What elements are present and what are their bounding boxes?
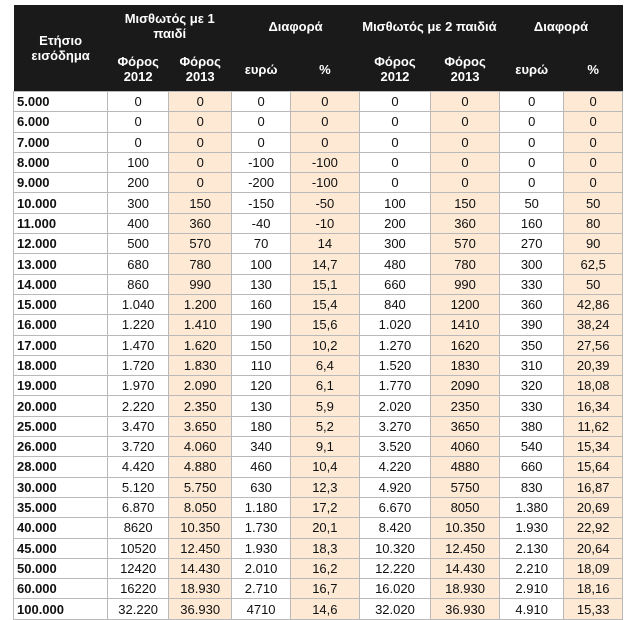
diff-pct-1child-cell: 12,3 bbox=[290, 477, 359, 497]
header-tax-2013-2children: Φόρος 2013 bbox=[431, 47, 500, 92]
tax-2013-1child-cell: 3.650 bbox=[169, 416, 232, 436]
income-cell: 26.000 bbox=[14, 437, 108, 457]
tax-2013-1child-cell: 8.050 bbox=[169, 497, 232, 517]
diff-pct-1child-cell: 17,2 bbox=[290, 497, 359, 517]
diff-pct-2children-cell: 15,33 bbox=[564, 599, 623, 619]
diff-euro-2children-cell: 0 bbox=[500, 112, 564, 132]
diff-pct-1child-cell: 10,2 bbox=[290, 335, 359, 355]
tax-2012-1child-cell: 100 bbox=[108, 152, 169, 172]
table-row bbox=[14, 538, 623, 558]
tax-2013-1child-cell: 990 bbox=[169, 274, 232, 294]
tax-comparison-table-container bbox=[13, 5, 623, 620]
income-cell: 9.000 bbox=[14, 173, 108, 193]
tax-2013-2children-cell: 780 bbox=[431, 254, 500, 274]
diff-euro-2children-cell: 330 bbox=[500, 274, 564, 294]
diff-pct-1child-cell: 20,1 bbox=[290, 518, 359, 538]
tax-2013-1child-cell: 150 bbox=[169, 193, 232, 213]
diff-pct-2children-cell: 90 bbox=[564, 234, 623, 254]
table-row bbox=[14, 416, 623, 436]
tax-2012-1child-cell: 1.470 bbox=[108, 335, 169, 355]
diff-euro-1child-cell: 340 bbox=[232, 437, 291, 457]
tax-2013-1child-cell: 1.200 bbox=[169, 294, 232, 314]
diff-pct-1child-cell: 16,2 bbox=[290, 558, 359, 578]
header-tax-2012-1child: Φόρος 2012 bbox=[108, 47, 169, 92]
tax-2012-2children-cell: 2.020 bbox=[359, 396, 430, 416]
diff-euro-1child-cell: 1.730 bbox=[232, 518, 291, 538]
income-cell: 25.000 bbox=[14, 416, 108, 436]
diff-euro-1child-cell: 0 bbox=[232, 92, 291, 112]
diff-pct-2children-cell: 42,86 bbox=[564, 294, 623, 314]
tax-2013-2children-cell: 3650 bbox=[431, 416, 500, 436]
income-cell: 16.000 bbox=[14, 315, 108, 335]
diff-pct-1child-cell: 0 bbox=[290, 92, 359, 112]
diff-pct-2children-cell: 20,64 bbox=[564, 538, 623, 558]
header-euro-1child: ευρώ bbox=[232, 47, 291, 92]
tax-2013-2children-cell: 570 bbox=[431, 234, 500, 254]
diff-euro-1child-cell: 630 bbox=[232, 477, 291, 497]
diff-pct-2children-cell: 80 bbox=[564, 213, 623, 233]
tax-2013-2children-cell: 0 bbox=[431, 132, 500, 152]
tax-2013-1child-cell: 5.750 bbox=[169, 477, 232, 497]
diff-pct-1child-cell: -10 bbox=[290, 213, 359, 233]
tax-2012-2children-cell: 32.020 bbox=[359, 599, 430, 619]
tax-2013-1child-cell: 0 bbox=[169, 132, 232, 152]
diff-euro-1child-cell: 1.930 bbox=[232, 538, 291, 558]
diff-euro-1child-cell: 160 bbox=[232, 294, 291, 314]
tax-2013-1child-cell: 570 bbox=[169, 234, 232, 254]
diff-euro-2children-cell: 270 bbox=[500, 234, 564, 254]
tax-2013-1child-cell: 780 bbox=[169, 254, 232, 274]
diff-euro-2children-cell: 160 bbox=[500, 213, 564, 233]
tax-2013-1child-cell: 4.060 bbox=[169, 437, 232, 457]
diff-euro-1child-cell: 180 bbox=[232, 416, 291, 436]
diff-euro-2children-cell: 660 bbox=[500, 457, 564, 477]
diff-pct-2children-cell: 0 bbox=[564, 112, 623, 132]
tax-2012-1child-cell: 0 bbox=[108, 92, 169, 112]
diff-pct-1child-cell: 14,6 bbox=[290, 599, 359, 619]
diff-pct-1child-cell: 14 bbox=[290, 234, 359, 254]
tax-2012-1child-cell: 300 bbox=[108, 193, 169, 213]
table-header bbox=[14, 5, 623, 92]
diff-euro-1child-cell: 190 bbox=[232, 315, 291, 335]
tax-2013-1child-cell: 12.450 bbox=[169, 538, 232, 558]
diff-euro-2children-cell: 0 bbox=[500, 173, 564, 193]
diff-pct-2children-cell: 50 bbox=[564, 274, 623, 294]
tax-2012-1child-cell: 6.870 bbox=[108, 497, 169, 517]
tax-2012-1child-cell: 0 bbox=[108, 132, 169, 152]
tax-2013-2children-cell: 4060 bbox=[431, 437, 500, 457]
tax-2012-2children-cell: 200 bbox=[359, 213, 430, 233]
tax-2012-2children-cell: 8.420 bbox=[359, 518, 430, 538]
diff-pct-1child-cell: 5,2 bbox=[290, 416, 359, 436]
diff-pct-1child-cell: 0 bbox=[290, 132, 359, 152]
tax-2013-2children-cell: 150 bbox=[431, 193, 500, 213]
header-tax-2012-2children: Φόρος 2012 bbox=[359, 47, 430, 92]
diff-pct-1child-cell: 15,1 bbox=[290, 274, 359, 294]
diff-pct-2children-cell: 0 bbox=[564, 152, 623, 172]
header-tax-2013-1child: Φόρος 2013 bbox=[169, 47, 232, 92]
income-cell: 28.000 bbox=[14, 457, 108, 477]
header-pct-2children: % bbox=[564, 47, 623, 92]
tax-2012-2children-cell: 100 bbox=[359, 193, 430, 213]
tax-2012-2children-cell: 660 bbox=[359, 274, 430, 294]
table-row bbox=[14, 152, 623, 172]
tax-2012-2children-cell: 3.520 bbox=[359, 437, 430, 457]
header-income: Ετήσιο εισόδημα bbox=[14, 5, 108, 92]
diff-euro-1child-cell: 70 bbox=[232, 234, 291, 254]
tax-2013-2children-cell: 12.450 bbox=[431, 538, 500, 558]
diff-euro-1child-cell: 130 bbox=[232, 396, 291, 416]
tax-2012-2children-cell: 6.670 bbox=[359, 497, 430, 517]
diff-pct-1child-cell: 0 bbox=[290, 112, 359, 132]
tax-2013-1child-cell: 0 bbox=[169, 173, 232, 193]
header-euro-2children: ευρώ bbox=[500, 47, 564, 92]
header-pct-1child: % bbox=[290, 47, 359, 92]
diff-pct-2children-cell: 0 bbox=[564, 92, 623, 112]
diff-euro-1child-cell: -200 bbox=[232, 173, 291, 193]
diff-pct-1child-cell: -100 bbox=[290, 173, 359, 193]
tax-2013-2children-cell: 1410 bbox=[431, 315, 500, 335]
diff-euro-1child-cell: 150 bbox=[232, 335, 291, 355]
tax-2012-1child-cell: 680 bbox=[108, 254, 169, 274]
tax-2012-1child-cell: 1.970 bbox=[108, 376, 169, 396]
tax-2012-2children-cell: 3.270 bbox=[359, 416, 430, 436]
tax-2012-1child-cell: 1.720 bbox=[108, 355, 169, 375]
diff-euro-2children-cell: 0 bbox=[500, 92, 564, 112]
diff-pct-2children-cell: 20,69 bbox=[564, 497, 623, 517]
tax-2012-2children-cell: 0 bbox=[359, 173, 430, 193]
tax-2012-1child-cell: 16220 bbox=[108, 579, 169, 599]
tax-comparison-table bbox=[13, 5, 623, 620]
income-cell: 17.000 bbox=[14, 335, 108, 355]
table-row bbox=[14, 315, 623, 335]
tax-2013-1child-cell: 1.620 bbox=[169, 335, 232, 355]
table-row bbox=[14, 477, 623, 497]
tax-2013-1child-cell: 1.830 bbox=[169, 355, 232, 375]
diff-euro-2children-cell: 360 bbox=[500, 294, 564, 314]
tax-2013-2children-cell: 10.350 bbox=[431, 518, 500, 538]
tax-2012-1child-cell: 1.220 bbox=[108, 315, 169, 335]
tax-2012-2children-cell: 1.770 bbox=[359, 376, 430, 396]
table-row bbox=[14, 518, 623, 538]
table-row bbox=[14, 92, 623, 112]
income-cell: 20.000 bbox=[14, 396, 108, 416]
diff-euro-1child-cell: -40 bbox=[232, 213, 291, 233]
tax-2013-2children-cell: 14.430 bbox=[431, 558, 500, 578]
tax-2013-2children-cell: 990 bbox=[431, 274, 500, 294]
diff-pct-2children-cell: 0 bbox=[564, 132, 623, 152]
diff-euro-2children-cell: 4.910 bbox=[500, 599, 564, 619]
diff-euro-1child-cell: -150 bbox=[232, 193, 291, 213]
header-employee-1-child: Μισθωτός με 1 παιδί bbox=[108, 5, 232, 47]
diff-euro-2children-cell: 300 bbox=[500, 254, 564, 274]
diff-euro-2children-cell: 380 bbox=[500, 416, 564, 436]
tax-2012-1child-cell: 3.720 bbox=[108, 437, 169, 457]
diff-pct-2children-cell: 15,64 bbox=[564, 457, 623, 477]
diff-pct-2children-cell: 0 bbox=[564, 173, 623, 193]
tax-2013-1child-cell: 2.350 bbox=[169, 396, 232, 416]
diff-euro-1child-cell: 130 bbox=[232, 274, 291, 294]
tax-2012-1child-cell: 400 bbox=[108, 213, 169, 233]
diff-pct-1child-cell: 6,1 bbox=[290, 376, 359, 396]
header-difference-2: Διαφορά bbox=[500, 5, 623, 47]
tax-2013-2children-cell: 36.930 bbox=[431, 599, 500, 619]
tax-2012-2children-cell: 4.920 bbox=[359, 477, 430, 497]
table-row bbox=[14, 254, 623, 274]
table-body bbox=[14, 92, 623, 620]
tax-2013-1child-cell: 18.930 bbox=[169, 579, 232, 599]
tax-2012-2children-cell: 480 bbox=[359, 254, 430, 274]
diff-pct-1child-cell: -100 bbox=[290, 152, 359, 172]
diff-pct-1child-cell: 9,1 bbox=[290, 437, 359, 457]
tax-2013-2children-cell: 0 bbox=[431, 173, 500, 193]
diff-euro-2children-cell: 330 bbox=[500, 396, 564, 416]
diff-pct-2children-cell: 18,08 bbox=[564, 376, 623, 396]
tax-2013-2children-cell: 2090 bbox=[431, 376, 500, 396]
income-cell: 11.000 bbox=[14, 213, 108, 233]
diff-pct-2children-cell: 18,16 bbox=[564, 579, 623, 599]
diff-pct-2children-cell: 50 bbox=[564, 193, 623, 213]
diff-euro-1child-cell: 0 bbox=[232, 132, 291, 152]
diff-pct-2children-cell: 27,56 bbox=[564, 335, 623, 355]
table-row bbox=[14, 193, 623, 213]
income-cell: 7.000 bbox=[14, 132, 108, 152]
diff-euro-2children-cell: 390 bbox=[500, 315, 564, 335]
income-cell: 45.000 bbox=[14, 538, 108, 558]
table-row bbox=[14, 355, 623, 375]
diff-pct-1child-cell: -50 bbox=[290, 193, 359, 213]
tax-2013-1child-cell: 1.410 bbox=[169, 315, 232, 335]
diff-euro-1child-cell: 1.180 bbox=[232, 497, 291, 517]
diff-euro-1child-cell: 2.710 bbox=[232, 579, 291, 599]
diff-euro-2children-cell: 1.930 bbox=[500, 518, 564, 538]
diff-pct-2children-cell: 62,5 bbox=[564, 254, 623, 274]
diff-euro-1child-cell: 0 bbox=[232, 112, 291, 132]
tax-2013-2children-cell: 1830 bbox=[431, 355, 500, 375]
tax-2013-1child-cell: 360 bbox=[169, 213, 232, 233]
table-row bbox=[14, 599, 623, 619]
table-row bbox=[14, 396, 623, 416]
tax-2012-1child-cell: 3.470 bbox=[108, 416, 169, 436]
diff-pct-1child-cell: 15,4 bbox=[290, 294, 359, 314]
table-row bbox=[14, 274, 623, 294]
income-cell: 18.000 bbox=[14, 355, 108, 375]
tax-2012-1child-cell: 12420 bbox=[108, 558, 169, 578]
diff-pct-2children-cell: 16,87 bbox=[564, 477, 623, 497]
tax-2012-2children-cell: 16.020 bbox=[359, 579, 430, 599]
tax-2013-1child-cell: 10.350 bbox=[169, 518, 232, 538]
diff-euro-2children-cell: 0 bbox=[500, 132, 564, 152]
tax-2013-2children-cell: 2350 bbox=[431, 396, 500, 416]
table-row bbox=[14, 335, 623, 355]
tax-2013-2children-cell: 5750 bbox=[431, 477, 500, 497]
tax-2012-2children-cell: 1.270 bbox=[359, 335, 430, 355]
header-difference-1: Διαφορά bbox=[232, 5, 360, 47]
income-cell: 8.000 bbox=[14, 152, 108, 172]
diff-euro-2children-cell: 2.130 bbox=[500, 538, 564, 558]
table-row bbox=[14, 132, 623, 152]
income-cell: 40.000 bbox=[14, 518, 108, 538]
tax-2012-2children-cell: 0 bbox=[359, 112, 430, 132]
tax-2012-1child-cell: 8620 bbox=[108, 518, 169, 538]
tax-2012-2children-cell: 0 bbox=[359, 92, 430, 112]
tax-2012-1child-cell: 2.220 bbox=[108, 396, 169, 416]
tax-2012-1child-cell: 860 bbox=[108, 274, 169, 294]
tax-2013-2children-cell: 0 bbox=[431, 92, 500, 112]
diff-pct-1child-cell: 14,7 bbox=[290, 254, 359, 274]
tax-2013-1child-cell: 0 bbox=[169, 112, 232, 132]
diff-pct-1child-cell: 5,9 bbox=[290, 396, 359, 416]
diff-euro-2children-cell: 310 bbox=[500, 355, 564, 375]
diff-euro-2children-cell: 830 bbox=[500, 477, 564, 497]
income-cell: 60.000 bbox=[14, 579, 108, 599]
tax-2013-1child-cell: 2.090 bbox=[169, 376, 232, 396]
tax-2013-2children-cell: 4880 bbox=[431, 457, 500, 477]
table-row bbox=[14, 213, 623, 233]
tax-2012-1child-cell: 32.220 bbox=[108, 599, 169, 619]
income-cell: 35.000 bbox=[14, 497, 108, 517]
table-row bbox=[14, 173, 623, 193]
diff-euro-2children-cell: 320 bbox=[500, 376, 564, 396]
table-row bbox=[14, 558, 623, 578]
tax-2013-2children-cell: 0 bbox=[431, 152, 500, 172]
diff-pct-2children-cell: 18,09 bbox=[564, 558, 623, 578]
diff-euro-1child-cell: 120 bbox=[232, 376, 291, 396]
tax-2013-2children-cell: 1620 bbox=[431, 335, 500, 355]
header-employee-2-children: Μισθωτός με 2 παιδιά bbox=[359, 5, 499, 47]
income-cell: 14.000 bbox=[14, 274, 108, 294]
diff-pct-1child-cell: 16,7 bbox=[290, 579, 359, 599]
table-row bbox=[14, 579, 623, 599]
tax-2013-2children-cell: 360 bbox=[431, 213, 500, 233]
table-row bbox=[14, 497, 623, 517]
income-cell: 19.000 bbox=[14, 376, 108, 396]
diff-pct-1child-cell: 10,4 bbox=[290, 457, 359, 477]
diff-pct-2children-cell: 16,34 bbox=[564, 396, 623, 416]
diff-pct-1child-cell: 15,6 bbox=[290, 315, 359, 335]
tax-2012-2children-cell: 0 bbox=[359, 152, 430, 172]
tax-2012-2children-cell: 0 bbox=[359, 132, 430, 152]
diff-euro-2children-cell: 2.210 bbox=[500, 558, 564, 578]
diff-euro-2children-cell: 1.380 bbox=[500, 497, 564, 517]
diff-pct-2children-cell: 20,39 bbox=[564, 355, 623, 375]
diff-pct-1child-cell: 6,4 bbox=[290, 355, 359, 375]
income-cell: 5.000 bbox=[14, 92, 108, 112]
tax-2013-1child-cell: 0 bbox=[169, 152, 232, 172]
diff-euro-1child-cell: 4710 bbox=[232, 599, 291, 619]
tax-2012-1child-cell: 5.120 bbox=[108, 477, 169, 497]
tax-2012-2children-cell: 10.320 bbox=[359, 538, 430, 558]
income-cell: 30.000 bbox=[14, 477, 108, 497]
diff-euro-2children-cell: 540 bbox=[500, 437, 564, 457]
tax-2013-1child-cell: 36.930 bbox=[169, 599, 232, 619]
tax-2012-1child-cell: 200 bbox=[108, 173, 169, 193]
tax-2012-2children-cell: 840 bbox=[359, 294, 430, 314]
income-cell: 6.000 bbox=[14, 112, 108, 132]
diff-pct-2children-cell: 22,92 bbox=[564, 518, 623, 538]
tax-2012-2children-cell: 1.020 bbox=[359, 315, 430, 335]
table-row bbox=[14, 376, 623, 396]
diff-euro-1child-cell: 460 bbox=[232, 457, 291, 477]
diff-euro-1child-cell: 100 bbox=[232, 254, 291, 274]
tax-2012-1child-cell: 0 bbox=[108, 112, 169, 132]
tax-2013-2children-cell: 18.930 bbox=[431, 579, 500, 599]
income-cell: 50.000 bbox=[14, 558, 108, 578]
tax-2013-2children-cell: 8050 bbox=[431, 497, 500, 517]
diff-euro-2children-cell: 0 bbox=[500, 152, 564, 172]
tax-2013-1child-cell: 14.430 bbox=[169, 558, 232, 578]
diff-euro-1child-cell: 2.010 bbox=[232, 558, 291, 578]
tax-2012-2children-cell: 300 bbox=[359, 234, 430, 254]
diff-euro-2children-cell: 2.910 bbox=[500, 579, 564, 599]
income-cell: 100.000 bbox=[14, 599, 108, 619]
table-row bbox=[14, 234, 623, 254]
tax-2012-1child-cell: 4.420 bbox=[108, 457, 169, 477]
tax-2013-1child-cell: 0 bbox=[169, 92, 232, 112]
table-row bbox=[14, 437, 623, 457]
diff-pct-2children-cell: 15,34 bbox=[564, 437, 623, 457]
income-cell: 12.000 bbox=[14, 234, 108, 254]
tax-2012-1child-cell: 10520 bbox=[108, 538, 169, 558]
diff-euro-1child-cell: -100 bbox=[232, 152, 291, 172]
tax-2012-1child-cell: 500 bbox=[108, 234, 169, 254]
income-cell: 13.000 bbox=[14, 254, 108, 274]
diff-euro-2children-cell: 50 bbox=[500, 193, 564, 213]
tax-2013-1child-cell: 4.880 bbox=[169, 457, 232, 477]
tax-2012-2children-cell: 4.220 bbox=[359, 457, 430, 477]
diff-pct-2children-cell: 11,62 bbox=[564, 416, 623, 436]
tax-2012-2children-cell: 12.220 bbox=[359, 558, 430, 578]
diff-pct-1child-cell: 18,3 bbox=[290, 538, 359, 558]
income-cell: 15.000 bbox=[14, 294, 108, 314]
table-row bbox=[14, 112, 623, 132]
tax-2013-2children-cell: 0 bbox=[431, 112, 500, 132]
diff-euro-2children-cell: 350 bbox=[500, 335, 564, 355]
table-row bbox=[14, 294, 623, 314]
diff-euro-1child-cell: 110 bbox=[232, 355, 291, 375]
income-cell: 10.000 bbox=[14, 193, 108, 213]
tax-2013-2children-cell: 1200 bbox=[431, 294, 500, 314]
tax-2012-1child-cell: 1.040 bbox=[108, 294, 169, 314]
diff-pct-2children-cell: 38,24 bbox=[564, 315, 623, 335]
table-row bbox=[14, 457, 623, 477]
tax-2012-2children-cell: 1.520 bbox=[359, 355, 430, 375]
